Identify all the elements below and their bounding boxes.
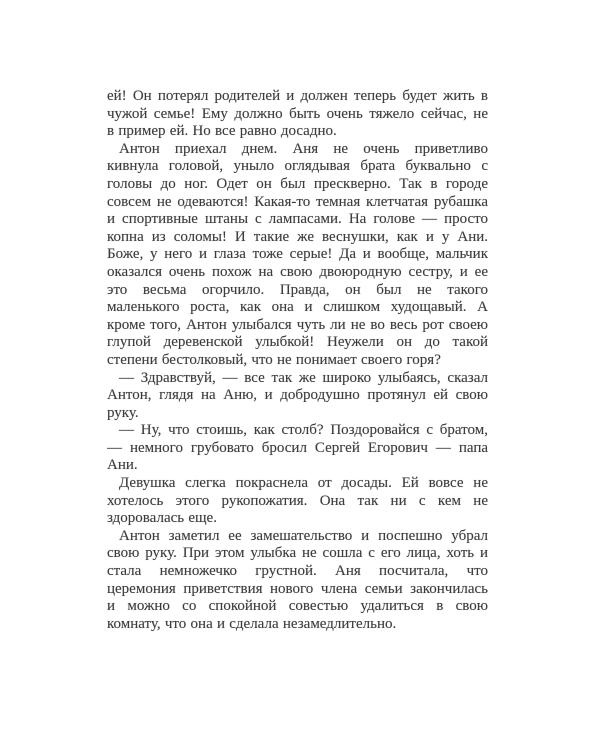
text-line: церемония приветствия нового члена семьи закончилась (107, 580, 488, 597)
text-line: руку. (107, 404, 139, 421)
text-line: степени бестолковый, что не понимает своего горя? (107, 351, 441, 368)
text-line: — немного грубовато бросил Сергей Егорович — папа (107, 439, 488, 456)
text-line: в пример ей. Но все равно досадно. (107, 123, 337, 140)
text-line: глупой деревенской улыбкой! Неужели он до такой (107, 334, 488, 351)
text-line: — Здравствуй, — все так же широко улыбаясь, сказал (119, 369, 488, 386)
text-line: комнату, что она и сделала незамедлительно. (107, 615, 397, 632)
text-line: и можно со спокойной совестью удалиться в свою (107, 598, 488, 615)
text-line: головы до ног. Одет он был прескверно. Так в городе (107, 175, 488, 192)
text-line: это весьма огорчило. Правда, он был не такого (107, 281, 488, 298)
text-line: совсем не одеваются! Какая-то темная клетчатая рубашка (107, 193, 488, 210)
text-line: Антон заметил ее замешательство и поспешно убрал (119, 527, 488, 544)
text-line: ей! Он потерял родителей и должен теперь будет жить в (107, 88, 488, 104)
text-line: здоровалась еще. (107, 510, 217, 527)
text-line: копна из соломы! И такие же веснушки, как и у Ани. (107, 228, 488, 245)
text-line: свою руку. При этом улыбка не сошла с его лица, хоть и (107, 545, 488, 562)
text-line: хотелось этого рукопожатия. Она так ни с кем не (107, 492, 488, 509)
text-line: кивнула головой, уныло оглядывая брата буквально с (107, 158, 488, 175)
text-line: чужой семье! Ему должно быть очень тяжело сейчас, не (107, 105, 488, 122)
text-line: Ани. (107, 457, 138, 474)
text-block (107, 88, 488, 633)
text-line: — Ну, что стоишь, как столб? Поздоровайся с братом, (119, 422, 488, 439)
text-line: оказался очень похож на свою двоюродную сестру, и ее (107, 263, 488, 280)
text-line: Антон приехал днем. Аня не очень приветливо (119, 140, 488, 157)
text-line: и спортивные штаны с лампасами. На голове — просто (107, 211, 488, 228)
text-line: Девушка слегка покраснела от досады. Ей вовсе не (119, 475, 488, 492)
text-line: маленького роста, как она и слишком худощавый. А (107, 299, 488, 316)
text-line: стала немножечко грустной. Аня посчитала, что (107, 563, 488, 580)
text-line: Антон, глядя на Аню, и добродушно протянул ей свою (107, 387, 488, 404)
text-line: кроме того, Антон улыбался чуть ли не во весь рот своею (107, 316, 488, 333)
text-line: Боже, у него и глаза тоже серые! Да и вообще, мальчик (107, 246, 488, 263)
